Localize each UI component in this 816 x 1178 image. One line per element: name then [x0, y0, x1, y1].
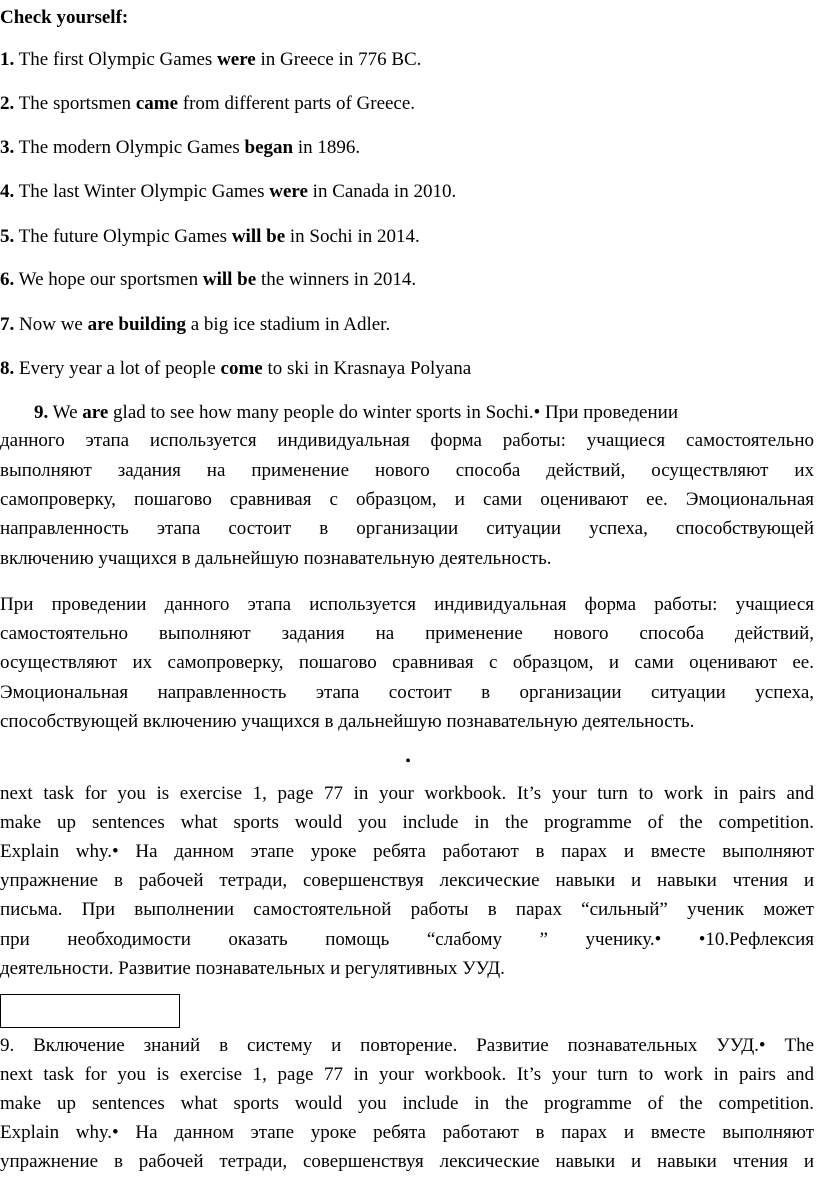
item-text: glad to see how many people do winter sports in Sochi. [108, 402, 534, 423]
empty-box [0, 994, 180, 1028]
list-item [0, 48, 421, 72]
item-text: a big ice stadium in Adler. [186, 314, 391, 335]
item-verb: came [135, 93, 179, 114]
item-text: The sportsmen [14, 93, 136, 114]
list-item [0, 180, 456, 204]
list-item [0, 313, 390, 337]
item-verb: will be [202, 269, 257, 290]
paragraph-line: направленность этапа состоит в организации ситуации успеха, способствующей [0, 518, 814, 539]
paragraph-line: Explain why.• На данном этапе уроке ребята работают в парах и вместе выполняют [0, 841, 814, 862]
paragraph-line: способствующей включению учащихся в дальнейшую познавательную деятельность. [0, 711, 695, 732]
item-text: The first Olympic Games [14, 49, 218, 70]
bullet-icon: • [405, 753, 411, 770]
item-number: 1. [0, 49, 15, 70]
item-verb: were [269, 181, 308, 202]
item-text: Now we [14, 314, 88, 335]
list-item [0, 225, 420, 249]
list-item [0, 401, 678, 425]
paragraph-line: при необходимости оказать помощь “слабому ” ученику.• •10.Рефлексия [0, 929, 814, 950]
item-number: 7. [0, 314, 15, 335]
paragraph-line: выполняют задания на применение нового способа действий, осуществляют их [0, 460, 814, 481]
item-text: При проведении [540, 402, 678, 423]
paragraph-line: next task for you is exercise 1, page 77 in your workbook. It’s your turn to work in pairs and [0, 783, 814, 804]
item-text: The last Winter Olympic Games [14, 181, 270, 202]
paragraph-line: Explain why.• На данном этапе уроке ребята работают в парах и вместе выполняют [0, 1122, 814, 1143]
item-text: We hope our sportsmen [14, 269, 203, 290]
paragraph-line: make up sentences what sports would you include in the programme of the competition. [0, 1093, 814, 1114]
item-verb: will be [231, 226, 286, 247]
item-text: The modern Olympic Games [14, 137, 245, 158]
item-text: from different parts of Greece. [178, 93, 416, 114]
item-text: in Sochi in 2014. [285, 226, 420, 247]
paragraph-line: make up sentences what sports would you include in the programme of the competition. [0, 812, 814, 833]
item-verb: come [220, 358, 263, 379]
item-text: in 1896. [293, 137, 361, 158]
paragraph-line: данного этапа используется индивидуальная форма работы: учащиеся самостоятельно [0, 430, 814, 451]
item-text: the winners in 2014. [256, 269, 417, 290]
item-text: to ski in Krasnaya Polyana [262, 358, 472, 379]
item-text: The future Olympic Games [14, 226, 232, 247]
paragraph-line: осуществляют их самопроверку, пошагово сравнивая с образцом, и сами оценивают ее. [0, 652, 814, 673]
paragraph-line: деятельности. Развитие познавательных и регулятивных УУД. [0, 958, 505, 979]
list-item [0, 268, 416, 292]
paragraph-line: самостоятельно выполняют задания на применение нового способа действий, [0, 623, 814, 644]
paragraph-line: самопроверку, пошагово сравнивая с образцом, и сами оценивают ее. Эмоциональная [0, 489, 814, 510]
item-number: 9. [34, 402, 49, 423]
item-text: in Canada in 2010. [307, 181, 457, 202]
item-number: 5. [0, 226, 15, 247]
paragraph-line: включению учащихся в дальнейшую познавательную деятельность. [0, 548, 552, 569]
paragraph-line: next task for you is exercise 1, page 77 in your workbook. It’s your turn to work in pairs and [0, 1064, 814, 1085]
item-number: 2. [0, 93, 15, 114]
paragraph-line: письма. При выполнении самостоятельной работы в парах “сильный” ученик может [0, 899, 814, 920]
bullet-icon: • [533, 402, 541, 423]
item-text: in Greece in 776 BC. [255, 49, 422, 70]
item-number: 8. [0, 358, 15, 379]
item-text: Every year a lot of people [14, 358, 221, 379]
item-number: 4. [0, 181, 15, 202]
list-item [0, 92, 415, 116]
list-item [0, 357, 471, 381]
paragraph-line: упражнение в рабочей тетради, совершенствуя лексические навыки и навыки чтения и [0, 870, 814, 891]
item-text: We [48, 402, 83, 423]
paragraph-line: При проведении данного этапа используется индивидуальная форма работы: учащиеся [0, 594, 814, 615]
item-verb: began [244, 137, 294, 158]
item-verb: were [217, 49, 256, 70]
item-number: 3. [0, 137, 15, 158]
paragraph-line: Эмоциональная направленность этапа состоит в организации ситуации успеха, [0, 682, 814, 703]
list-item [0, 136, 360, 160]
item-number: 6. [0, 269, 15, 290]
paragraph-line: упражнение в рабочей тетради, совершенствуя лексические навыки и навыки чтения и [0, 1151, 814, 1172]
item-verb: are [82, 402, 109, 423]
page-heading: Check yourself: [0, 7, 129, 28]
paragraph-line: 9. Включение знаний в систему и повторение. Развитие познавательных УУД.• The [0, 1035, 814, 1056]
item-verb: are building [87, 314, 186, 335]
